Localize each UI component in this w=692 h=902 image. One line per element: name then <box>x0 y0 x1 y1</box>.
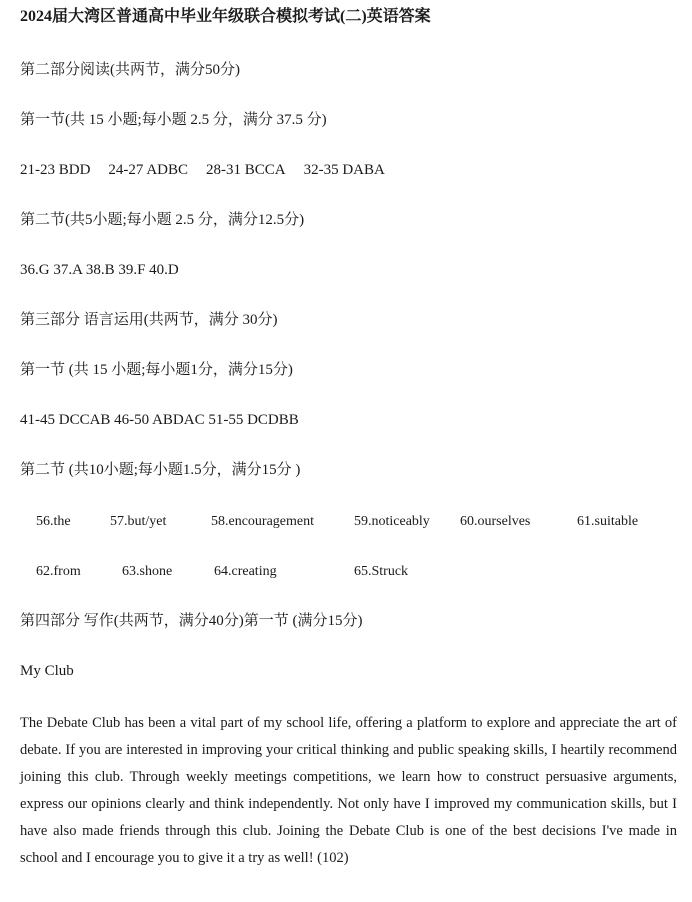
answer-group: 21-23 BDD <box>20 162 91 178</box>
answer-item: 59.noticeably <box>354 514 430 529</box>
answer-item: 64.creating <box>214 564 277 579</box>
essay-body-container <box>20 710 677 872</box>
part2-sec1-heading: 第一节(共 15 小题;每小题 2.5 分，满分 37.5 分) <box>20 112 327 128</box>
part2-sec1-answers <box>20 161 403 179</box>
answer-item: 65.Struck <box>354 564 409 579</box>
part2-heading: 第二部分阅读(共两节，满分50分) <box>20 62 240 78</box>
part3-heading: 第三部分 语言运用(共两节，满分 30分) <box>20 312 278 328</box>
part4-heading: 第四部分 写作(共两节，满分40分)第一节 (满分15分) <box>20 613 363 629</box>
answer-item: 58.encouragement <box>211 514 315 529</box>
essay-body: The Debate Club has been a vital part of my school life, offering a platform to explore and appreciate the art of debate. If you are interested in improving your critical thinking and public speaking skills, I heartily recommend joining this club. Through weekly meetings competitions, we learn how to construct persuasive arguments, express our opinions clearly and think independently. Not only have I improved my communication skills, but I have also made friends through this club. Joining the Debate Club is one of the best decisions I've made in school and I encourage you to give it a try as well! (102) <box>20 715 677 866</box>
part2-sec2-heading: 第二节(共5小题;每小题 2.5 分，满分12.5分) <box>20 212 305 228</box>
answer-group: 24-27 ADBC <box>108 162 189 178</box>
answer-item: 57.but/yet <box>110 514 167 529</box>
answer-group: 32-35 DABA <box>303 162 385 178</box>
essay-title: My Club <box>20 663 74 679</box>
part2-sec2-answers: 36.G 37.A 38.B 39.F 40.D <box>20 262 179 278</box>
part3-sec2-heading: 第二节 (共10小题;每小题1.5分，满分15分 ) <box>20 462 301 478</box>
part3-sec1-heading: 第一节 (共 15 小题;每小题1分，满分15分) <box>20 362 293 378</box>
answer-item: 56.the <box>36 514 71 529</box>
part3-sec1-answers: 41-45 DCCAB 46-50 ABDAC 51-55 DCDBB <box>20 412 299 428</box>
document-title: 2024届大湾区普通高中毕业年级联合模拟考试(二)英语答案 <box>20 8 431 25</box>
answer-group: 28-31 BCCA <box>206 162 286 178</box>
answer-item: 61.suitable <box>577 514 639 529</box>
answer-item: 62.from <box>36 564 81 579</box>
answer-item: 63.shone <box>122 564 173 579</box>
answer-item: 60.ourselves <box>460 514 531 529</box>
